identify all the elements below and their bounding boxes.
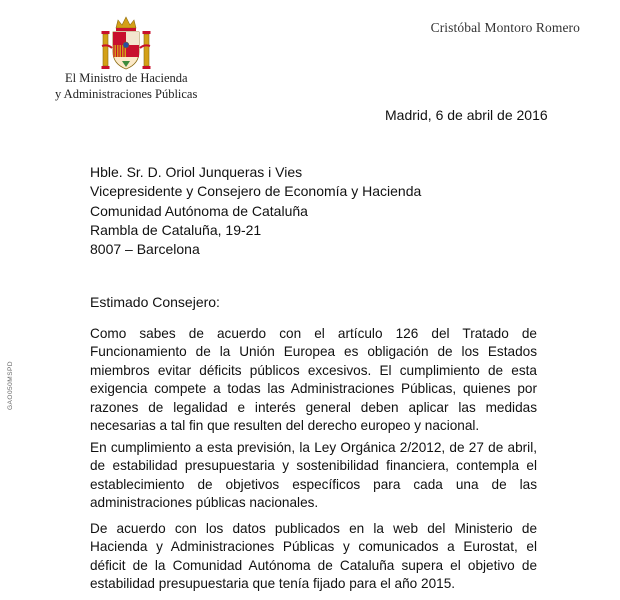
recipient-address xyxy=(90,163,421,259)
ministry-line-1: El Ministro de Hacienda xyxy=(65,71,188,85)
recipient-name: Hble. Sr. D. Oriol Junqueras i Vies xyxy=(90,164,303,180)
ministry-name xyxy=(55,70,197,102)
letter-date: Madrid, 6 de abril de 2016 xyxy=(385,107,548,123)
margin-reference-code: GAO050MSPD xyxy=(7,360,14,410)
recipient-street: Rambla de Cataluña, 19-21 xyxy=(90,221,262,238)
body-paragraph-3: De acuerdo con los datos publicados en la web del Ministerio de Hacienda y Administraciones Públicas y comunicados a Eurostat, el déficit de la Comunidad Autónoma de Cataluña supera el objetivo de estabilidad presupuestaria que tenía fijado para el año 2015. xyxy=(90,521,537,592)
body-paragraph-2: En cumplimiento a esta previsión, la Ley Orgánica 2/2012, de 27 de abril, de estabilidad presupuestaria y sostenibilidad financiera, contempla el establecimiento de objetivos específicos para cada una de las administraciones públicas nacionales. xyxy=(90,440,537,511)
spain-coat-of-arms-icon xyxy=(100,14,152,74)
sender-name: Cristóbal Montoro Romero xyxy=(430,20,580,35)
recipient-city: 8007 – Barcelona xyxy=(90,241,200,258)
recipient-organization: Comunidad Autónoma de Cataluña xyxy=(90,202,308,219)
salutation: Estimado Consejero: xyxy=(90,294,220,310)
body-paragraph-1: Como sabes de acuerdo con el artículo 126 del Tratado de Funcionamiento de la Unión Europea es obligación de los Estados miembros evitar déficits públicos excesivos. El cumplimiento de esta exigencia compete a todas las Administraciones Públicas, quienes por razones de legalidad e interés general deben aplicar las medidas necesarias a tal fin que resulten del derecho europeo y nacional. xyxy=(90,326,537,434)
recipient-title: Vicepresidente y Consejero de Economía y Hacienda xyxy=(90,183,422,200)
ministry-line-2: y Administraciones Públicas xyxy=(55,87,198,101)
